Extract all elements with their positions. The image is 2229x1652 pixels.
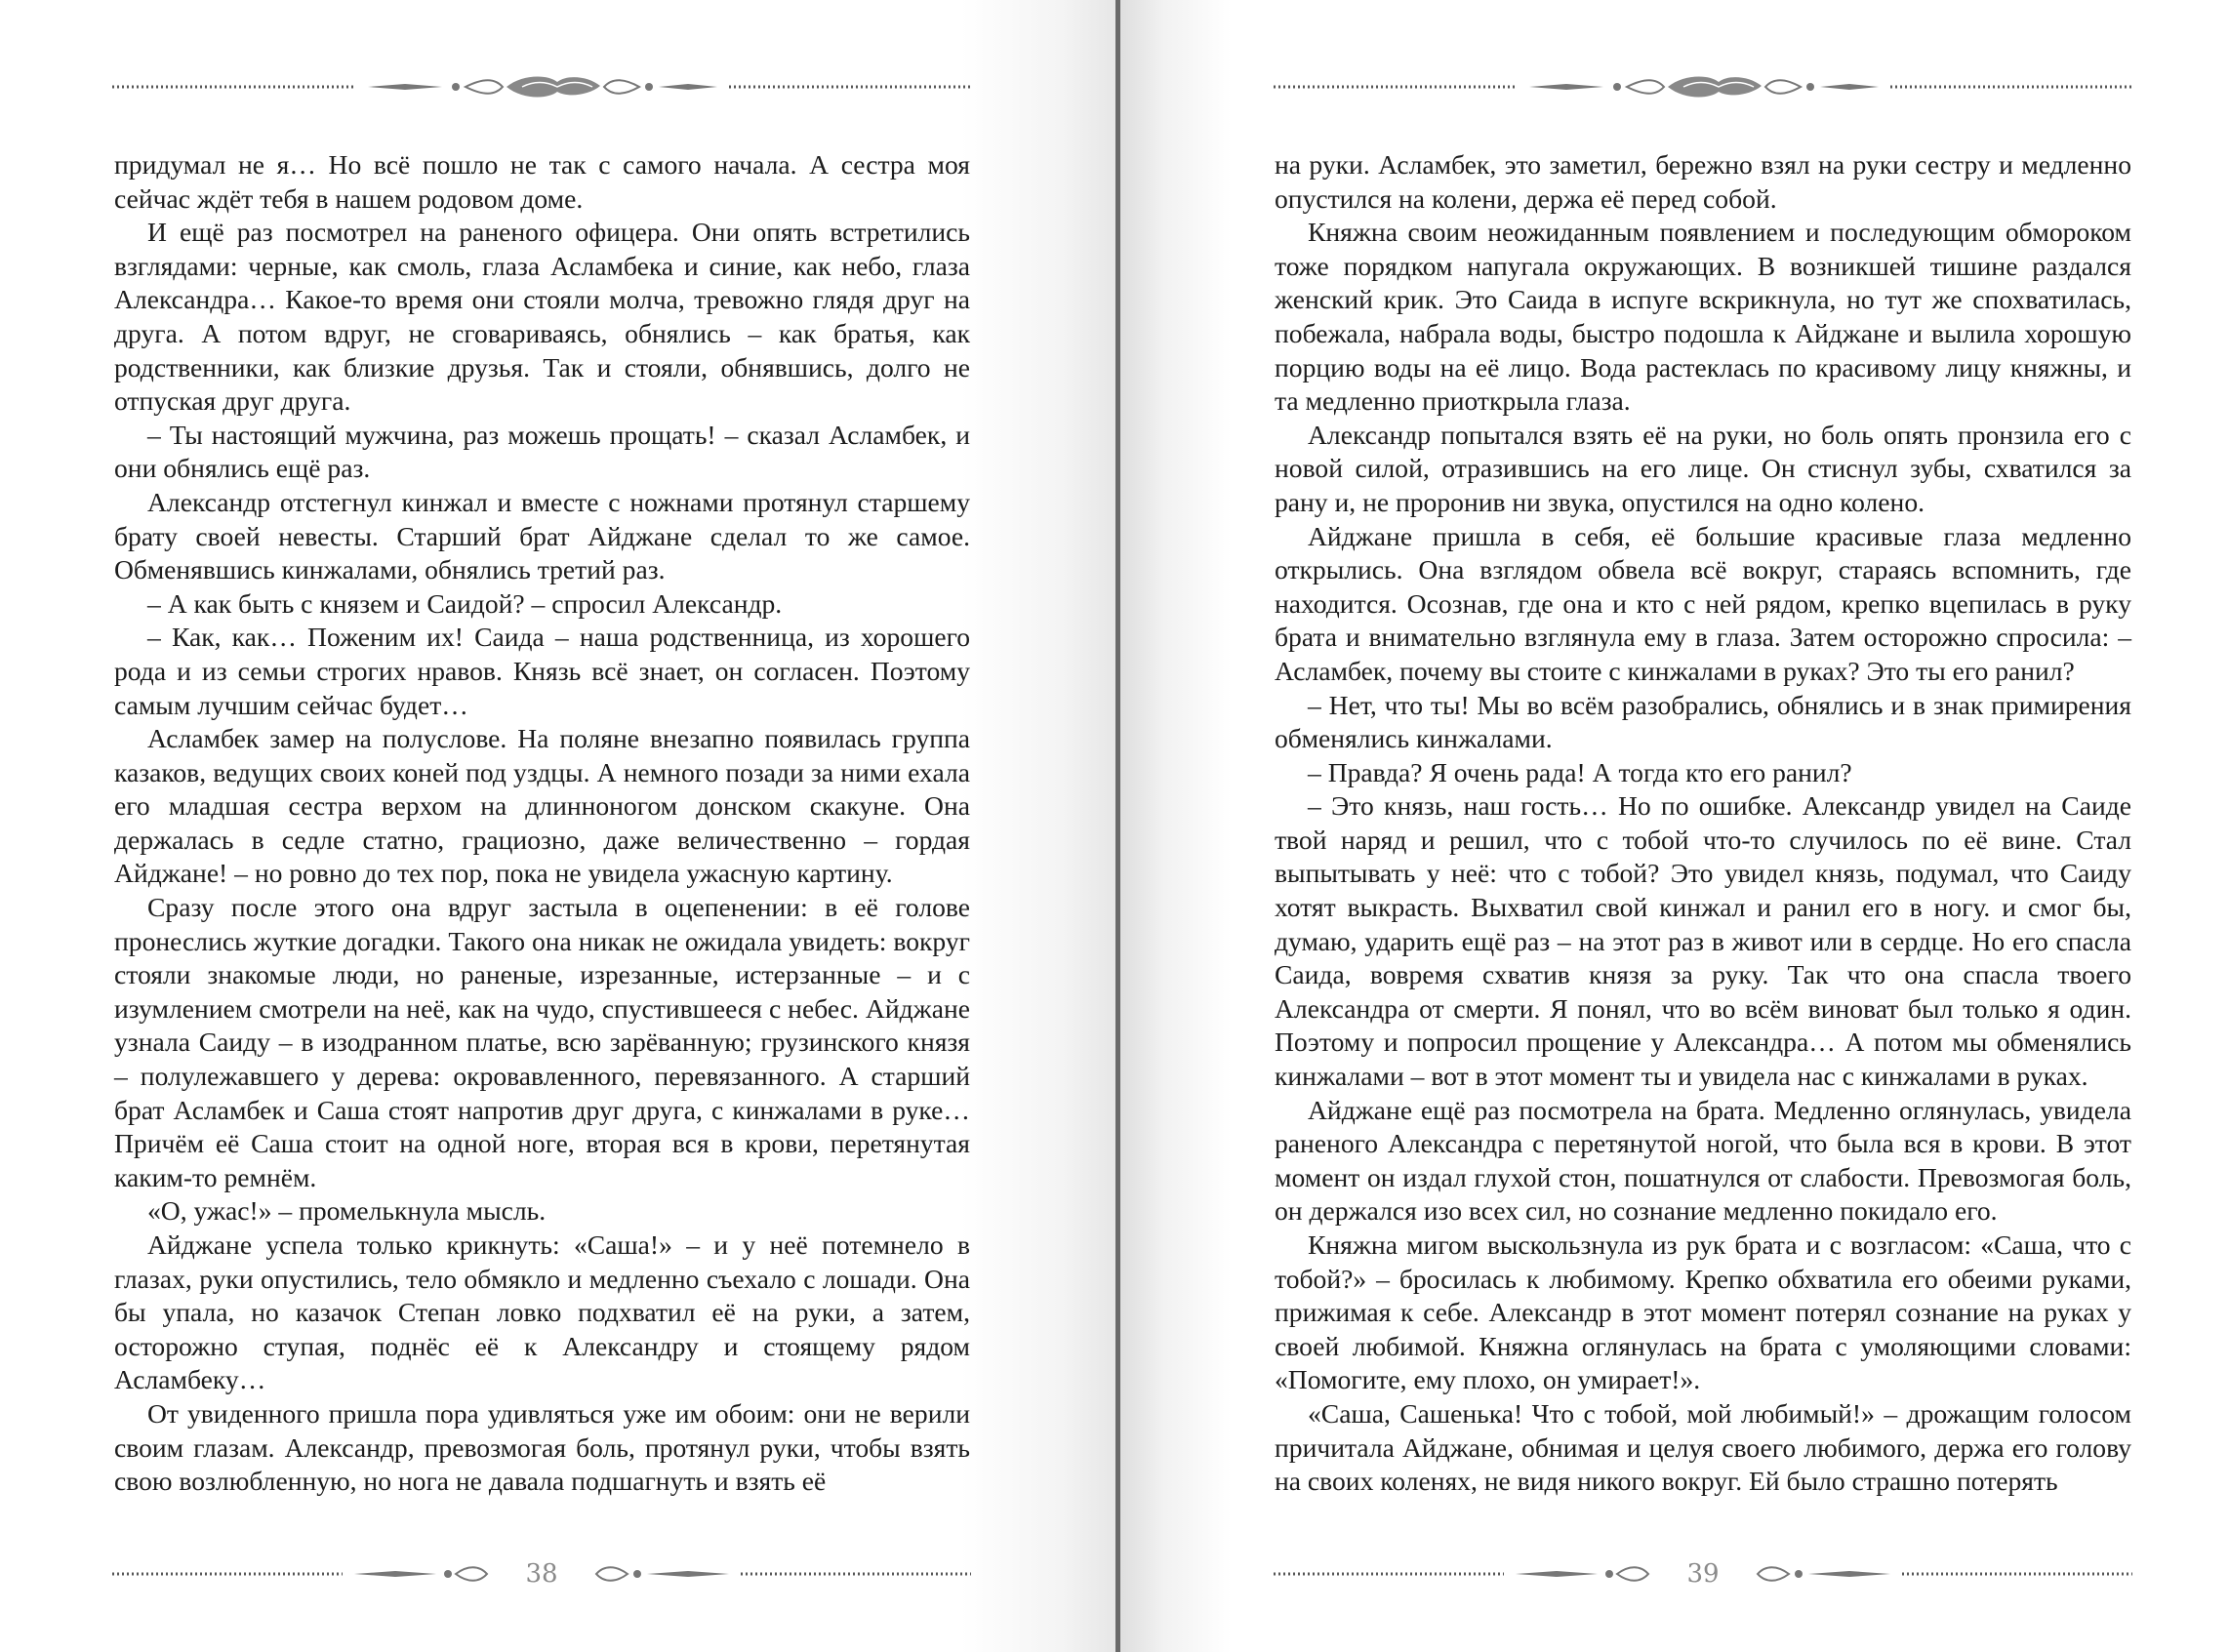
header-ornament-right (1274, 72, 2132, 101)
paragraph: – А как быть с князем и Саидой? – спросил Александр. (147, 587, 783, 619)
paragraph: И ещё раз посмотрел на раненого офицера. Они опять встретились взглядами: черные, как смоль, глаза Асламбека и синие, как небо, глаза Александра… Какое-то время они стояли молча, тревожно глядя друг на друга. А потом вдруг, не сговариваясь, обнялись – как братья, как родственники, как близкие друзья. Так и стояли, обнявшись, долго не отпуская друг друга. (114, 217, 970, 417)
paragraph: – Ты настоящий мужчина, раз можешь прощать! – сказал Асламбек, и они обнялись ещё раз. (114, 419, 970, 484)
paragraph: – Как, как… Поженим их! Саида – наша родственница, из хорошего рода и из семьи строгих нравов. Князь всё знает, он согласен. Поэтому самым лучшим сейчас будет… (114, 622, 970, 720)
paragraph: Александр отстегнул кинжал и вместе с ножнами протянул старшему брату своей невесты. Старший брат Айджане сделал то же самое. Обменявшись кинжалами, обнялись третий раз. (114, 486, 970, 585)
left-page-text (114, 148, 970, 1499)
header-ornament-left (112, 72, 971, 101)
paragraph: Княжна своим неожиданным появлением и последующим обмороком тоже порядком напугала окружающих. В возникшей тишине раздался женский крик. Это Саида в испуге вскрикнула, но тут же спохватилась, побежала, набрала воды, быстро подошла к Айджане и вылила хорошую порцию воды на её лицо. Вода растеклась по красивому лицу княжны, и та медленно приоткрыла глаза. (1275, 217, 2131, 417)
paragraph: – Правда? Я очень рада! А тогда кто его ранил? (1308, 756, 1852, 787)
paragraph: Асламбек замер на полуслове. На поляне внезапно появилась группа казаков, ведущих своих коней под уздцы. А немного позади за ними ехала его младшая сестра верхом на длинноногом донском скакуне. Она держалась в седле статно, грациозно, даже величественно – гордая Айджане! – но ровно до тех пор, пока не увидела ужасную картину. (114, 723, 970, 889)
paragraph: От увиденного пришла пора удивляться уже им обоим: они не верили своим глазам. Александр, превозмогая боль, протянул руки, чтобы взять свою возлюбленную, но нога не давала подшагнуть и взять её (114, 1397, 970, 1497)
paragraph: Сразу после этого она вдруг застыла в оцепенении: в её голове пронеслись жуткие догадки. Такого она никак не ожидала увидеть: вокруг стояли знакомые люди, но раненые, изрезанные, истерзанные – и с изумлением смотрели на неё, как на чудо, спустившееся с небес. Айджане узнала Саиду – в изодранном платье, всю зарёванную; грузинского князя – полулежавшего у дерева: окровавленного, перевязанного. А старший брат Асламбек и Саша стоят напротив друг друга, с кинжалами в руке… Причём её Саша стоит на одной ноге, вторая вся в крови, перетянутая каким-то ремнём. (114, 892, 970, 1192)
right-page (1120, 0, 2229, 1652)
paragraph: Айджане пришла в себя, её большие красивые глаза медленно открылись. Она взглядом обвела всё вокруг, стараясь вспомнить, где находится. Осознав, где она и кто с ней рядом, крепко вцепилась в руку брата и внимательно взглянула ему в глаза. Затем осторожно спросила: – Асламбек, почему вы стоите с кинжалами в руках? Это ты его ранил? (1275, 520, 2131, 686)
paragraph: – Это князь, наш гость… Но по ошибке. Александр увидел на Саиде твой наряд и решил, что с тобой что-то случилось по её вине. Стал выпытывать у неё: что с тобой? Это увидел князь, подумал, что Саиду хотят выкрасть. Выхватил свой кинжал и ранил его в ногу. и смог бы, думаю, ударить ещё раз – на этот раз в живот или в сердце. Но его спасла Саида, вовремя схватив князя за руку. Так что она спасла твоего Александра от смерти. Я понял, что во всём виноват был только я один. Поэтому и попросил прощение у Александра… А потом мы обменялись кинжалами – вот в этот момент ты и увидела нас с кинжалами в руках. (1275, 790, 2131, 1092)
page-number: 38 (525, 1559, 558, 1589)
paragraph: Княжна мигом выскользнула из рук брата и с возгласом: «Саша, что с тобой?» – бросилась к любимому. Крепко обхватила его обеими руками, прижимая к себе. Александр в этот момент потерял сознание на руках у своей любимой. Княжна оглянулась на брата с умоляющими словами: «Помогите, ему плохо, он умирает!». (1275, 1229, 2131, 1395)
page-number: 39 (1686, 1559, 1720, 1589)
paragraph: на руки. Асламбек, это заметил, бережно взял на руки сестру и медленно опустился на колени, держа её перед собой. (1275, 149, 2131, 214)
right-page-text (1275, 148, 2131, 1499)
paragraph: – Нет, что ты! Мы во всём разобрались, обнялись и в знак примирения обменялись кинжалами. (1275, 689, 2131, 754)
paragraph: Айджане ещё раз посмотрела на брата. Медленно оглянулась, увидела раненого Александра с перетянутой ногой, что была вся в крови. В этот момент он издал глухой стон, пошатнулся от слабости. Превозмогая боль, он держался изо всех сил, но сознание медленно покидало его. (1275, 1094, 2131, 1227)
paragraph: «О, ужас!» – промелькнула мысль. (147, 1195, 547, 1227)
paragraph: придумал не я… Но всё пошло не так с самого начала. А сестра моя сейчас ждёт тебя в нашем родовом доме. (114, 149, 970, 214)
paragraph: Айджане успела только крикнуть: «Саша!» – и у неё потемнело в глазах, руки опустились, тело обмякло и медленно съехало с лошади. Она бы упала, но казачок Степан ловко подхватил её на руки, а затем, осторожно ступая, поднёс её к Александру и стоящему рядом Асламбеку… (114, 1229, 970, 1395)
paragraph: «Саша, Сашенька! Что с тобой, мой любимый!» – дрожащим голосом причитала Айджане, обнимая и целуя своего любимого, держа его голову на своих коленях, не видя никого вокруг. Ей было страшно потерять (1275, 1397, 2131, 1497)
paragraph: Александр попытался взять её на руки, но боль опять пронзила его с новой силой, отразившись на его лице. Он стиснул зубы, схватился за рану и, не проронив ни звука, опустился на одно колено. (1275, 419, 2131, 517)
